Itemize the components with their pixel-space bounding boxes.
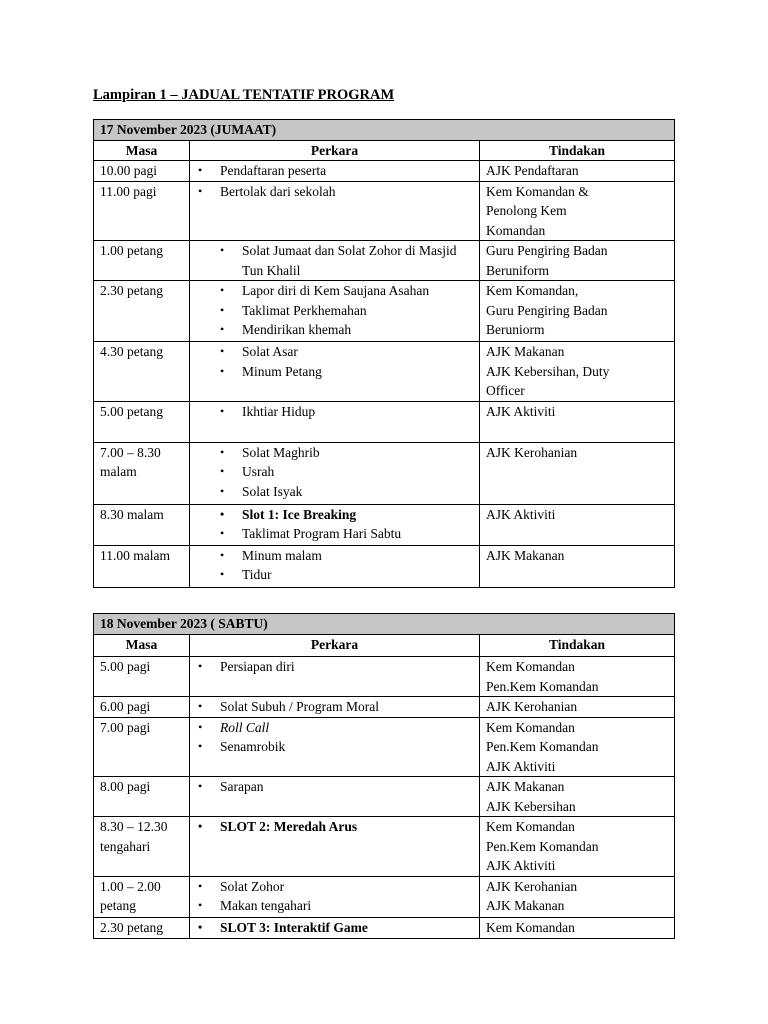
list-item: • SLOT 2: Meredah Arus xyxy=(198,817,475,837)
tindakan-cell: Kem Komandan xyxy=(480,917,675,938)
masa-cell: 8.00 pagi xyxy=(94,777,190,817)
page-heading: Lampiran 1 – JADUAL TENTATIF PROGRAM xyxy=(93,87,395,103)
table-row xyxy=(94,917,675,938)
column-header-tindakan: Tindakan xyxy=(480,635,675,657)
tindakan-cell: Kem Komandan Pen.Kem Komandan AJK Aktiviti xyxy=(480,817,675,877)
perkara-cell xyxy=(190,657,480,697)
perkara-cell xyxy=(190,917,480,938)
list-item: • Makan tengahari xyxy=(198,896,475,916)
list-item: • Bertolak dari sekolah xyxy=(198,182,475,202)
list-item: • Roll Call xyxy=(198,718,475,738)
list-item: • Solat Isyak xyxy=(220,482,475,502)
table-row xyxy=(94,876,675,917)
tindakan-cell: Kem Komandan Pen.Kem Komandan AJK Aktiviti xyxy=(480,717,675,777)
perkara-cell xyxy=(190,442,480,504)
list-item: • Taklimat Program Hari Sabtu xyxy=(220,524,475,544)
table-row xyxy=(94,717,675,777)
tindakan-cell: Kem Komandan & Penolong Kem Komandan xyxy=(480,181,675,241)
masa-cell: 2.30 petang xyxy=(94,281,190,342)
masa-cell: 7.00 – 8.30 malam xyxy=(94,442,190,504)
tindakan-cell: AJK Makanan AJK Kebersihan xyxy=(480,777,675,817)
tindakan-cell: Kem Komandan, Guru Pengiring Badan Beruniorm xyxy=(480,281,675,342)
list-item: • Solat Asar xyxy=(220,342,475,362)
tindakan-cell: Guru Pengiring Badan Beruniform xyxy=(480,241,675,281)
list-item: • Slot 1: Ice Breaking xyxy=(220,505,475,525)
table-row xyxy=(94,281,675,342)
schedule-table-day1 xyxy=(93,119,675,588)
table-row xyxy=(94,777,675,817)
perkara-cell xyxy=(190,342,480,402)
masa-cell: 11.00 pagi xyxy=(94,181,190,241)
table-row xyxy=(94,241,675,281)
tindakan-cell: AJK Pendaftaran xyxy=(480,161,675,182)
table-row xyxy=(94,181,675,241)
tindakan-cell: AJK Makanan AJK Kebersihan, Duty Officer xyxy=(480,342,675,402)
table-row xyxy=(94,442,675,504)
list-item: • Mendirikan khemah xyxy=(220,320,475,340)
perkara-cell xyxy=(190,717,480,777)
perkara-cell xyxy=(190,281,480,342)
table-row xyxy=(94,657,675,697)
list-item: • Senamrobik xyxy=(198,737,475,757)
tindakan-cell: AJK Makanan xyxy=(480,545,675,587)
list-item: • Lapor diri di Kem Saujana Asahan xyxy=(220,281,475,301)
masa-cell: 5.00 pagi xyxy=(94,657,190,697)
perkara-cell xyxy=(190,876,480,917)
perkara-cell xyxy=(190,777,480,817)
tindakan-cell: AJK Kerohanian AJK Makanan xyxy=(480,876,675,917)
perkara-cell xyxy=(190,181,480,241)
list-item: • Persiapan diri xyxy=(198,657,475,677)
list-item: • Taklimat Perkhemahan xyxy=(220,301,475,321)
masa-cell: 8.30 – 12.30 tengahari xyxy=(94,817,190,877)
list-item: • Solat Subuh / Program Moral xyxy=(198,697,475,717)
table-row xyxy=(94,504,675,545)
masa-cell: 5.00 petang xyxy=(94,401,190,442)
table-row xyxy=(94,817,675,877)
list-item: • Minum Petang xyxy=(220,362,475,382)
masa-cell: 1.00 petang xyxy=(94,241,190,281)
masa-cell: 10.00 pagi xyxy=(94,161,190,182)
list-item: • Tidur xyxy=(220,565,475,585)
column-header-row xyxy=(94,635,675,657)
masa-cell: 6.00 pagi xyxy=(94,697,190,718)
perkara-cell xyxy=(190,504,480,545)
tindakan-cell: AJK Kerohanian xyxy=(480,697,675,718)
masa-cell: 2.30 petang xyxy=(94,917,190,938)
list-item: • Pendaftaran peserta xyxy=(198,161,475,181)
schedule-table-day2 xyxy=(93,613,675,939)
masa-cell: 4.30 petang xyxy=(94,342,190,402)
column-header-masa: Masa xyxy=(94,140,190,161)
masa-cell: 8.30 malam xyxy=(94,504,190,545)
tindakan-cell: AJK Aktiviti xyxy=(480,401,675,442)
column-header-row xyxy=(94,140,675,161)
table-row xyxy=(94,545,675,587)
perkara-cell xyxy=(190,545,480,587)
perkara-cell xyxy=(190,817,480,877)
list-item: • Solat Jumaat dan Solat Zohor di Masjid Tun Khalil xyxy=(220,241,475,280)
masa-cell: 7.00 pagi xyxy=(94,717,190,777)
perkara-cell xyxy=(190,697,480,718)
table-row xyxy=(94,161,675,182)
day-title-row xyxy=(94,614,675,635)
masa-cell: 11.00 malam xyxy=(94,545,190,587)
list-item: • Sarapan xyxy=(198,777,475,797)
column-header-perkara: Perkara xyxy=(190,140,480,161)
day-title: 18 November 2023 ( SABTU) xyxy=(94,614,675,635)
list-item: • Ikhtiar Hidup xyxy=(220,402,475,422)
perkara-cell xyxy=(190,401,480,442)
column-header-perkara: Perkara xyxy=(190,635,480,657)
day-title-row xyxy=(94,120,675,141)
list-item: • Usrah xyxy=(220,462,475,482)
masa-cell: 1.00 – 2.00 petang xyxy=(94,876,190,917)
tindakan-cell: AJK Kerohanian xyxy=(480,442,675,504)
column-header-masa: Masa xyxy=(94,635,190,657)
column-header-tindakan: Tindakan xyxy=(480,140,675,161)
perkara-cell xyxy=(190,241,480,281)
table-row xyxy=(94,401,675,442)
list-item: • SLOT 3: Interaktif Game xyxy=(198,918,475,938)
tindakan-cell: Kem Komandan Pen.Kem Komandan xyxy=(480,657,675,697)
perkara-cell xyxy=(190,161,480,182)
tindakan-cell: AJK Aktiviti xyxy=(480,504,675,545)
table-row xyxy=(94,342,675,402)
list-item: • Minum malam xyxy=(220,546,475,566)
list-item: • Solat Maghrib xyxy=(220,443,475,463)
day-title: 17 November 2023 (JUMAAT) xyxy=(94,120,675,141)
list-item: • Solat Zohor xyxy=(198,877,475,897)
table-row xyxy=(94,697,675,718)
